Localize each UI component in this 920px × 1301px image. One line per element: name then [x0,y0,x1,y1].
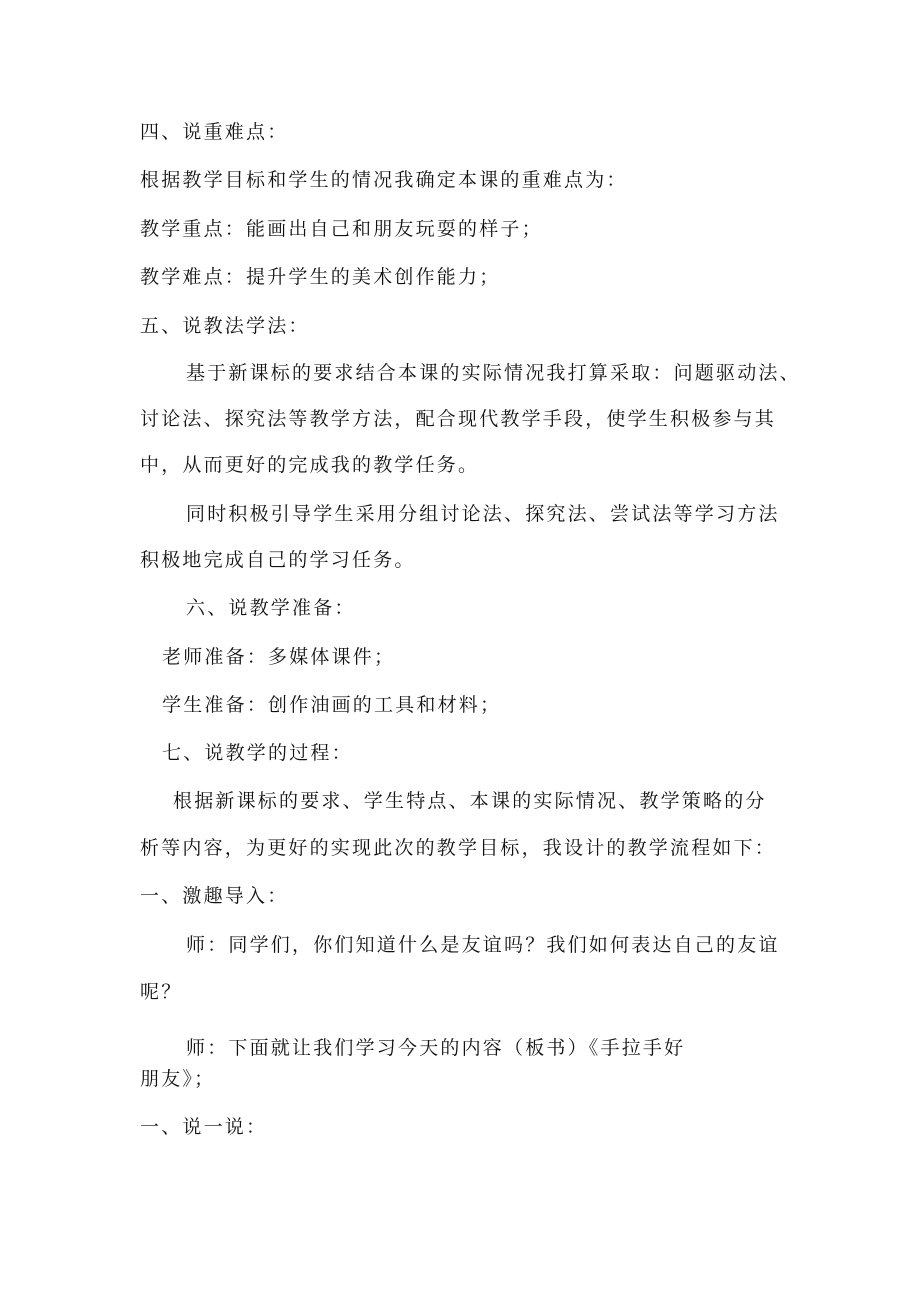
paragraph-line: 教学难点：提升学生的美术创作能力； [140,266,501,288]
heading-teaching-methods: 五、说教法学法： [140,315,310,337]
paragraph-line: 析等内容，为更好的实现此次的教学目标，我设计的教学流程如下： [140,837,777,859]
paragraph-line: 同时积极引导学生采用分组讨论法、探究法、尝试法等学习方法 [186,503,780,525]
paragraph-line: 讨论法、探究法等教学方法，配合现代教学手段，使学生积极参与其 [140,408,777,430]
heading-intro: 一、激趣导入： [140,885,289,907]
heading-process: 七、说教学的过程： [162,742,353,764]
paragraph-line: 老师准备：多媒体课件； [162,646,396,668]
paragraph-line: 根据教学目标和学生的情况我确定本课的重难点为： [140,169,628,191]
paragraph-line: 教学重点：能画出自己和朋友玩耍的样子； [140,218,543,240]
paragraph-line: 积极地完成自己的学习任务。 [140,549,416,571]
paragraph-line: 学生准备：创作油画的工具和材料； [162,694,502,716]
paragraph-line: 师：同学们，你们知道什么是友谊吗？我们如何表达自己的友谊 [186,934,780,956]
paragraph-line: 中，从而更好的完成我的教学任务。 [140,454,480,476]
paragraph-line: 朋友》； [140,1068,216,1090]
heading-key-points: 四、说重难点： [140,121,289,143]
paragraph-line: 根据新课标的要求、学生特点、本课的实际情况、教学策略的分 [173,790,767,812]
paragraph-line: 呢？ [140,981,183,1003]
heading-discuss: 一、说一说： [140,1116,268,1138]
paragraph-line: 基于新课标的要求结合本课的实际情况我打算采取：问题驱动法、 [186,362,801,384]
paragraph-line: 师：下面就让我们学习今天的内容（板书）《手拉手好 [186,1037,686,1059]
heading-preparation: 六、说教学准备： [186,597,356,619]
